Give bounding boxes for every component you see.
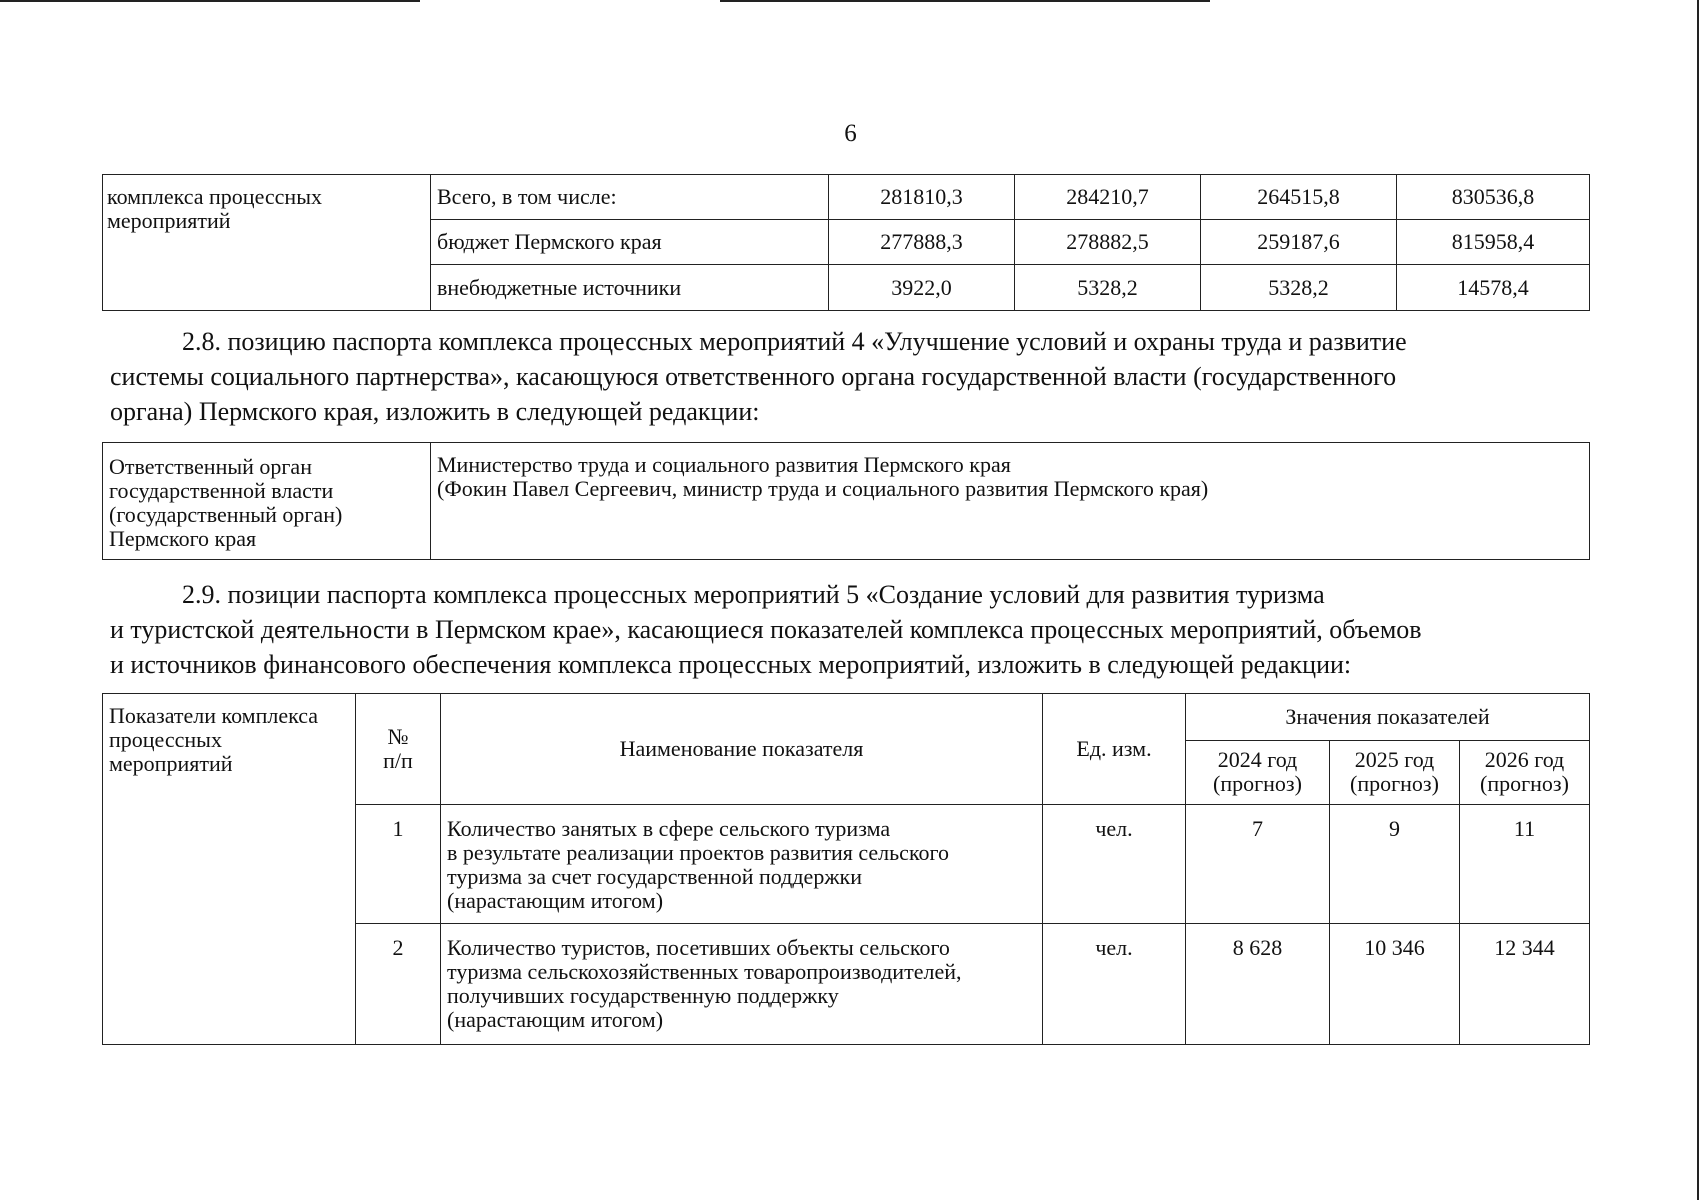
financing-value: 277888,3: [829, 220, 1015, 265]
financing-row-name: Всего, в том числе:: [431, 175, 829, 220]
financing-value: 14578,4: [1397, 265, 1590, 311]
row-name-line: (нарастающим итогом): [447, 887, 664, 913]
row-name-line: (нарастающим итогом): [447, 1007, 664, 1033]
header-year-line: (прогноз): [1350, 771, 1439, 797]
indicators-table: [102, 693, 1590, 1045]
responsible-body-value-line: Министерство труда и социального развития Пермского края: [437, 452, 1011, 477]
financing-label-line: комплекса процессных: [107, 184, 322, 209]
financing-label-line: мероприятий: [107, 208, 231, 233]
scan-edge-top-right: [720, 0, 1210, 2]
paragraph-line: 2.8. позицию паспорта комплекса процессных мероприятий 4 «Улучшение условий и охраны труда и развитие: [182, 327, 1407, 356]
responsible-body-table: [102, 442, 1590, 560]
responsible-body-label-line: государственной власти: [109, 478, 334, 503]
responsible-body-label-cell: [103, 443, 431, 560]
financing-value: 5328,2: [1015, 265, 1201, 311]
page-number: 6: [844, 120, 857, 147]
paragraph-2-9: [110, 577, 1582, 682]
paragraph-line: органа) Пермского края, изложить в следующей редакции:: [110, 397, 760, 426]
paragraph-2-8: [110, 324, 1582, 429]
row-value-2025: 10 346: [1330, 924, 1460, 1045]
row-name-line: получивших государственную поддержку: [447, 983, 839, 1009]
indicators-label-cell: [103, 694, 356, 1045]
financing-table: [102, 174, 1590, 311]
row-value-2026: 12 344: [1460, 924, 1590, 1045]
financing-value: 264515,8: [1201, 175, 1397, 220]
header-indicator-name: Наименование показателя: [441, 694, 1043, 805]
financing-row-name: внебюджетные источники: [431, 265, 829, 311]
financing-label-cell: [103, 175, 431, 311]
indicators-label-line: Показатели комплекса: [109, 703, 319, 728]
row-name-line: Количество занятых в сфере сельского туризма: [447, 815, 891, 841]
paragraph-line: и туристской деятельности в Пермском крае», касающиеся показателей комплекса процессных мероприятий, объемов: [110, 615, 1422, 644]
responsible-body-value-cell: [431, 443, 1590, 560]
financing-value: 281810,3: [829, 175, 1015, 220]
row-value-2026: 11: [1460, 804, 1590, 924]
financing-value: 5328,2: [1201, 265, 1397, 311]
header-num-line: п/п: [383, 747, 413, 773]
responsible-body-label-line: (государственный орган): [109, 502, 343, 527]
financing-value: 259187,6: [1201, 220, 1397, 265]
header-values-group: Значения показателей: [1186, 694, 1590, 741]
responsible-body-value-line: (Фокин Павел Сергеевич, министр труда и социального развития Пермского края): [437, 476, 1209, 501]
row-name-line: в результате реализации проектов развития сельского: [447, 839, 949, 865]
row-num: 2: [356, 924, 441, 1045]
indicators-label-line: мероприятий: [109, 751, 233, 776]
row-indicator-name: [441, 924, 1043, 1045]
row-num: 1: [356, 804, 441, 924]
financing-value: 3922,0: [829, 265, 1015, 311]
header-num-line: №: [387, 723, 409, 749]
responsible-body-label-line: Пермского края: [109, 526, 257, 551]
row-unit: чел.: [1043, 924, 1186, 1045]
indicators-label-line: процессных: [109, 727, 222, 752]
header-year-line: (прогноз): [1480, 771, 1569, 797]
row-name-line: туризма сельскохозяйственных товаропроизводителей,: [447, 959, 962, 985]
financing-row-name: бюджет Пермского края: [431, 220, 829, 265]
row-indicator-name: [441, 804, 1043, 924]
row-value-2025: 9: [1330, 804, 1460, 924]
financing-value: 278882,5: [1015, 220, 1201, 265]
header-unit: Ед. изм.: [1043, 694, 1186, 805]
header-year-line: 2024 год: [1217, 747, 1298, 773]
header-year-2025: [1330, 740, 1460, 804]
financing-value: 284210,7: [1015, 175, 1201, 220]
paragraph-line: 2.9. позиции паспорта комплекса процессных мероприятий 5 «Создание условий для развития туризма: [182, 580, 1325, 609]
financing-value: 815958,4: [1397, 220, 1590, 265]
header-num: [356, 694, 441, 805]
row-unit: чел.: [1043, 804, 1186, 924]
responsible-body-label-line: Ответственный орган: [109, 454, 312, 479]
header-year-line: 2025 год: [1354, 747, 1435, 773]
header-year-line: (прогноз): [1213, 771, 1302, 797]
row-name-line: туризма за счет государственной поддержки: [447, 863, 862, 889]
header-year-line: 2026 год: [1484, 747, 1565, 773]
scan-edge-top-left: [0, 0, 420, 2]
financing-value: 830536,8: [1397, 175, 1590, 220]
scan-edge-right: [1697, 0, 1699, 1200]
paragraph-line: и источников финансового обеспечения комплекса процессных мероприятий, изложить в следующей редакции:: [110, 650, 1352, 679]
header-year-2024: [1186, 740, 1330, 804]
row-value-2024: 7: [1186, 804, 1330, 924]
paragraph-line: системы социального партнерства», касающуюся ответственного органа государственной власти (государственного: [110, 362, 1397, 391]
row-value-2024: 8 628: [1186, 924, 1330, 1045]
row-name-line: Количество туристов, посетивших объекты сельского: [447, 935, 950, 961]
header-year-2026: [1460, 740, 1590, 804]
